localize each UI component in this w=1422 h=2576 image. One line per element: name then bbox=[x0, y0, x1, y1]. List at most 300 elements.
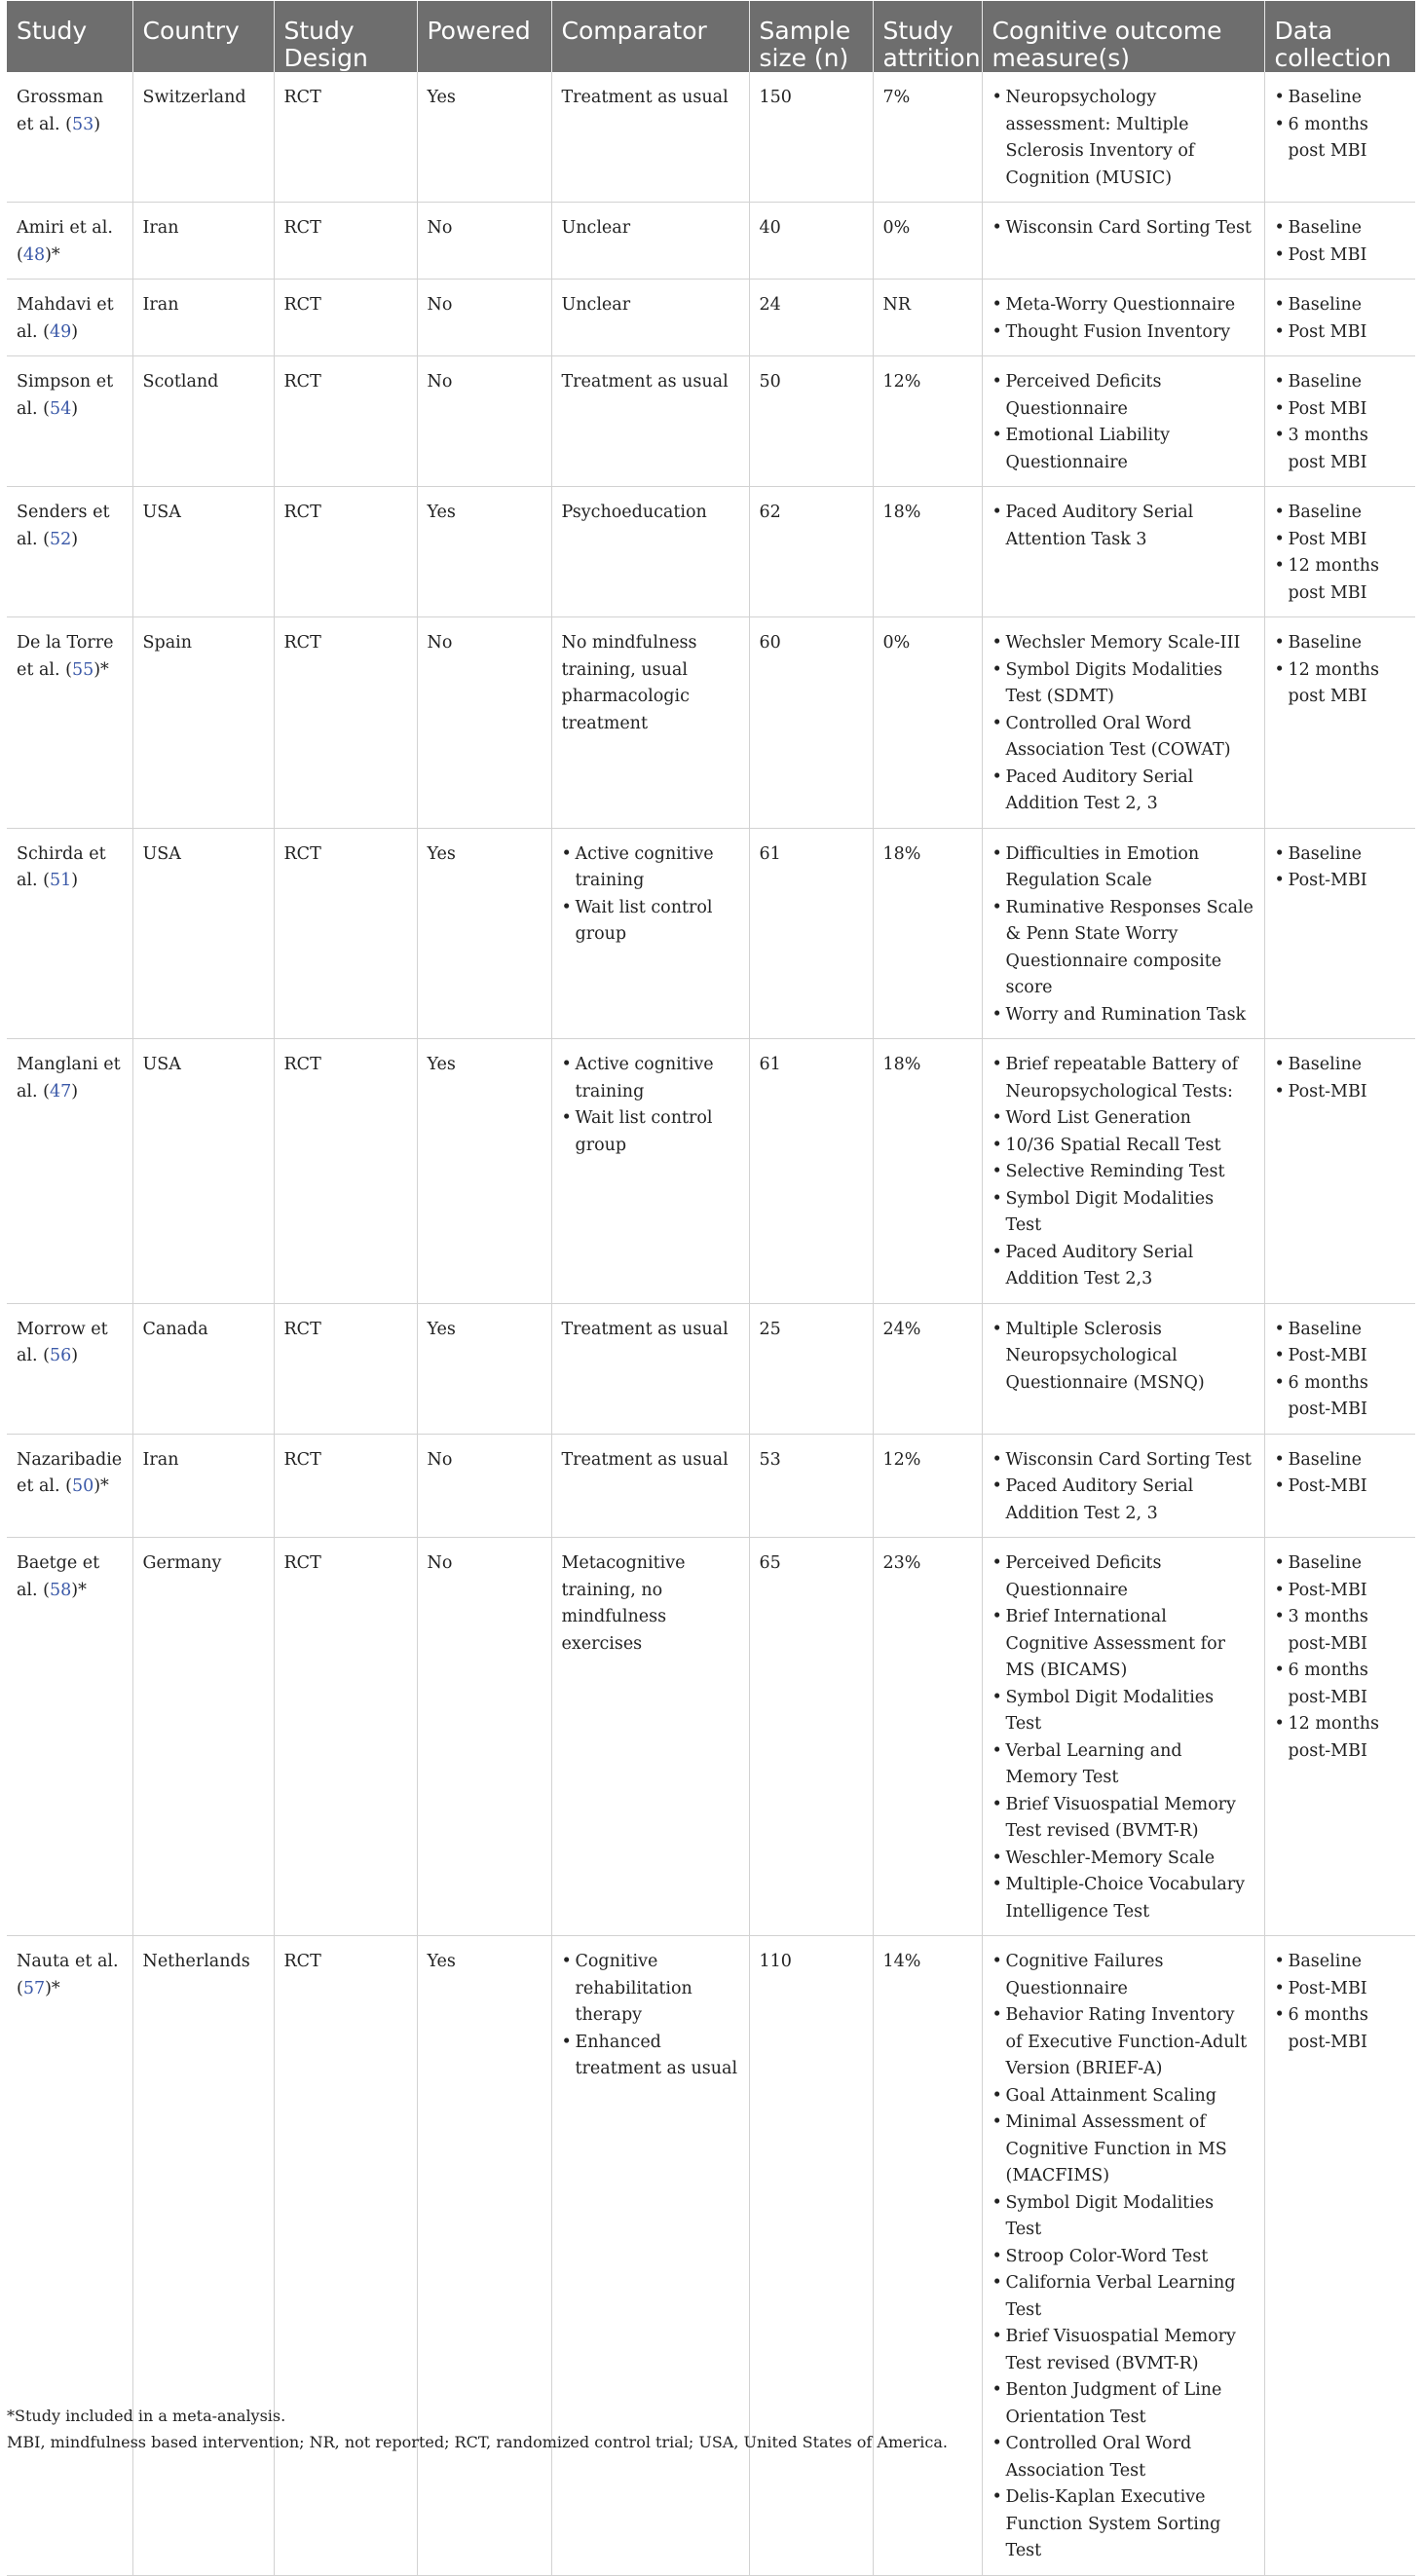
bullet-icon: • bbox=[1274, 114, 1285, 134]
bullet-icon: • bbox=[992, 843, 1002, 864]
bullet-icon: • bbox=[992, 2085, 1002, 2106]
bullet-icon: • bbox=[992, 1553, 1002, 1573]
data-collection-list bbox=[1275, 500, 1406, 607]
study-suffix: )* bbox=[71, 1580, 87, 1600]
attrition-cell: 18% bbox=[873, 1039, 982, 1304]
comparator-text: Psychoeducation bbox=[561, 503, 707, 522]
list-item bbox=[1275, 630, 1406, 657]
study-name: Simpson et al. ( bbox=[17, 372, 114, 419]
comparator-cell bbox=[551, 203, 749, 280]
list-item-text: Word List Generation bbox=[1005, 1108, 1191, 1128]
bullet-icon: • bbox=[992, 1135, 1002, 1155]
list-item bbox=[992, 2431, 1254, 2484]
data-collection-list bbox=[1275, 630, 1406, 711]
list-item-text: Baseline bbox=[1288, 1319, 1362, 1339]
bullet-icon: • bbox=[1274, 556, 1285, 576]
outcome-measures-list bbox=[992, 630, 1254, 818]
list-item bbox=[1275, 423, 1406, 476]
study-name: Amiri et al. ( bbox=[17, 218, 113, 265]
list-item-text: Enhanced treatment as usual bbox=[575, 2032, 738, 2078]
list-item-text: Paced Auditory Serial Addition Test 2,3 bbox=[1005, 1242, 1194, 1288]
list-item bbox=[992, 1685, 1254, 1738]
list-item bbox=[1275, 1976, 1406, 2003]
country-cell: Scotland bbox=[132, 356, 274, 487]
list-item bbox=[1275, 1052, 1406, 1079]
bullet-icon: • bbox=[992, 766, 1002, 787]
list-item bbox=[1275, 85, 1406, 112]
study-suffix: )* bbox=[94, 1476, 109, 1496]
attrition-cell: 7% bbox=[873, 72, 982, 203]
data-collection-cell bbox=[1264, 280, 1415, 356]
outcome-measures-list bbox=[992, 1949, 1254, 2565]
powered-cell: Yes bbox=[417, 1303, 551, 1434]
comparator-cell bbox=[551, 72, 749, 203]
list-item-text: Post MBI bbox=[1288, 244, 1367, 265]
header-comparator: Comparator bbox=[551, 1, 749, 72]
country-cell: Iran bbox=[132, 203, 274, 280]
list-item bbox=[1275, 243, 1406, 270]
bullet-icon: • bbox=[1274, 1607, 1285, 1626]
list-item-text: 6 months post MBI bbox=[1288, 114, 1368, 161]
sample-size-cell: 40 bbox=[749, 203, 873, 280]
data-collection-cell bbox=[1264, 356, 1415, 487]
study-cell bbox=[7, 1039, 132, 1304]
study-suffix: ) bbox=[71, 398, 79, 419]
header-study-design: Study Design bbox=[274, 1, 417, 72]
study-suffix: ) bbox=[71, 1346, 79, 1365]
sample-size-cell: 53 bbox=[749, 1434, 873, 1538]
outcome-measures-list bbox=[992, 500, 1254, 553]
list-item bbox=[992, 369, 1254, 423]
list-item-text: Controlled Oral Word Association Test (COWAT) bbox=[1005, 713, 1231, 760]
bullet-icon: • bbox=[1274, 871, 1285, 890]
reference-link: 52 bbox=[49, 529, 72, 549]
outcome-measures-cell bbox=[982, 203, 1264, 280]
reference-link: 50 bbox=[71, 1476, 94, 1496]
bullet-icon: • bbox=[992, 2327, 1002, 2346]
list-item-text: Controlled Oral Word Association Test bbox=[1005, 2434, 1192, 2481]
list-item-text: Wait list control group bbox=[575, 1108, 713, 1155]
study-name: Manglani et al. ( bbox=[17, 1055, 121, 1101]
study-design-cell: RCT bbox=[274, 1039, 417, 1304]
list-item-text: Brief International Cognitive Assessment for MS (BICAMS) bbox=[1005, 1607, 1226, 1680]
list-item bbox=[1275, 112, 1406, 166]
bullet-icon: • bbox=[992, 1952, 1002, 1971]
list-item-text: Baseline bbox=[1288, 372, 1362, 392]
powered-cell: No bbox=[417, 1538, 551, 1936]
outcome-measures-cell bbox=[982, 1936, 1264, 2576]
study-design-cell: RCT bbox=[274, 1936, 417, 2576]
comparator-cell bbox=[551, 617, 749, 829]
list-item-text: Baseline bbox=[1288, 1553, 1362, 1573]
header-cognitive-outcome: Cognitive outcome measure(s) bbox=[982, 1, 1264, 72]
list-item-text: Brief repeatable Battery of Neuropsychological Tests: bbox=[1005, 1055, 1239, 1101]
comparator-list bbox=[562, 1052, 739, 1159]
list-item-text: Brief Visuospatial Memory Test revised (BVMT-R) bbox=[1005, 2327, 1236, 2373]
list-item bbox=[1275, 1317, 1406, 1344]
table-row bbox=[7, 1303, 1415, 1434]
list-item bbox=[1275, 553, 1406, 607]
list-item bbox=[992, 1186, 1254, 1240]
list-item bbox=[1275, 319, 1406, 347]
list-item-text: Symbol Digit Modalities Test bbox=[1005, 1687, 1215, 1734]
list-item bbox=[992, 1949, 1254, 2002]
country-cell: Iran bbox=[132, 280, 274, 356]
sample-size-cell: 150 bbox=[749, 72, 873, 203]
outcome-measures-list bbox=[992, 1550, 1254, 1925]
bullet-icon: • bbox=[992, 2192, 1002, 2213]
list-item-text: Active cognitive training bbox=[575, 843, 714, 890]
comparator-text: No mindfulness training, usual pharmacologic treatment bbox=[561, 633, 697, 733]
list-item bbox=[992, 711, 1254, 765]
powered-cell: Yes bbox=[417, 1936, 551, 2576]
list-item-text: 10/36 Spatial Recall Test bbox=[1005, 1135, 1221, 1155]
list-item-text: Baseline bbox=[1288, 218, 1362, 238]
list-item bbox=[992, 1105, 1254, 1133]
powered-cell: Yes bbox=[417, 828, 551, 1039]
study-name: Senders et al. ( bbox=[17, 503, 110, 549]
comparator-cell bbox=[551, 356, 749, 487]
sample-size-cell: 61 bbox=[749, 1039, 873, 1304]
data-collection-cell bbox=[1264, 72, 1415, 203]
list-item-text: 12 months post-MBI bbox=[1288, 1714, 1380, 1761]
outcome-measures-cell bbox=[982, 487, 1264, 617]
study-design-cell: RCT bbox=[274, 1303, 417, 1434]
bullet-icon: • bbox=[1274, 321, 1285, 342]
bullet-icon: • bbox=[1274, 1476, 1285, 1496]
bullet-icon: • bbox=[1274, 1714, 1285, 1734]
list-item-text: 6 months post-MBI bbox=[1288, 1372, 1368, 1419]
bullet-icon: • bbox=[992, 1476, 1002, 1496]
data-collection-cell bbox=[1264, 1039, 1415, 1304]
country-cell: USA bbox=[132, 828, 274, 1039]
bullet-icon: • bbox=[1274, 1319, 1285, 1339]
list-item bbox=[1275, 292, 1406, 319]
reference-link: 51 bbox=[49, 871, 72, 890]
list-item-text: Delis-Kaplan Executive Function System Sorting Test bbox=[1005, 2487, 1221, 2560]
list-item bbox=[992, 2377, 1254, 2431]
attrition-cell: 24% bbox=[873, 1303, 982, 1434]
attrition-cell: NR bbox=[873, 280, 982, 356]
study-cell bbox=[7, 1538, 132, 1936]
study-cell bbox=[7, 617, 132, 829]
bullet-icon: • bbox=[992, 1004, 1002, 1025]
reference-link: 54 bbox=[49, 398, 72, 419]
header-row bbox=[7, 1, 1415, 72]
table-row bbox=[7, 1039, 1415, 1304]
list-item-text: Baseline bbox=[1288, 503, 1362, 522]
bullet-icon: • bbox=[1274, 1978, 1285, 1998]
list-item-text: Baseline bbox=[1288, 1055, 1362, 1074]
list-item-text: Meta-Worry Questionnaire bbox=[1005, 295, 1236, 315]
bullet-icon: • bbox=[992, 2005, 1002, 2025]
list-item-text: Active cognitive training bbox=[575, 1055, 714, 1101]
bullet-icon: • bbox=[992, 2434, 1002, 2453]
comparator-list bbox=[562, 841, 739, 949]
study-name: Schirda et al. ( bbox=[17, 843, 106, 890]
bullet-icon: • bbox=[992, 2273, 1002, 2293]
list-item bbox=[992, 765, 1254, 818]
list-item-text: 6 months post-MBI bbox=[1288, 2005, 1368, 2052]
study-design-cell: RCT bbox=[274, 487, 417, 617]
outcome-measures-cell bbox=[982, 1538, 1264, 1936]
comparator-text: Metacognitive training, no mindfulness exercises bbox=[561, 1553, 686, 1654]
bullet-icon: • bbox=[992, 633, 1002, 653]
study-design-cell: RCT bbox=[274, 356, 417, 487]
bullet-icon: • bbox=[1274, 503, 1285, 522]
attrition-cell: 18% bbox=[873, 487, 982, 617]
country-cell: Netherlands bbox=[132, 1936, 274, 2576]
list-item bbox=[562, 2030, 739, 2083]
list-item-text: Behavior Rating Inventory of Executive Function-Adult Version (BRIEF-A) bbox=[1005, 2005, 1248, 2078]
list-item-text: Stroop Color-Word Test bbox=[1005, 2246, 1209, 2266]
bullet-icon: • bbox=[1274, 88, 1285, 107]
attrition-cell: 14% bbox=[873, 1936, 982, 2576]
list-item bbox=[562, 895, 739, 949]
list-item-text: Multiple-Choice Vocabulary Intelligence Test bbox=[1005, 1875, 1246, 1922]
country-cell: Germany bbox=[132, 1538, 274, 1936]
list-item-text: Post-MBI bbox=[1288, 1978, 1367, 1998]
country-cell: USA bbox=[132, 487, 274, 617]
list-item-text: Emotional Liability Questionnaire bbox=[1005, 426, 1170, 472]
sample-size-cell: 61 bbox=[749, 828, 873, 1039]
bullet-icon: • bbox=[1274, 1372, 1285, 1393]
list-item-text: Post-MBI bbox=[1288, 1081, 1367, 1101]
reference-link: 47 bbox=[49, 1081, 72, 1101]
list-item bbox=[992, 1792, 1254, 1846]
list-item-text: Wisconsin Card Sorting Test bbox=[1005, 1449, 1252, 1470]
table-body bbox=[7, 72, 1415, 2575]
list-item-text: Benton Judgment of Line Orientation Test bbox=[1005, 2380, 1222, 2427]
list-item-text: 3 months post MBI bbox=[1288, 426, 1368, 472]
list-item-text: Perceived Deficits Questionnaire bbox=[1005, 1553, 1162, 1600]
bullet-icon: • bbox=[992, 1108, 1002, 1128]
comparator-cell bbox=[551, 1936, 749, 2576]
bullet-icon: • bbox=[561, 897, 572, 917]
outcome-measures-cell bbox=[982, 280, 1264, 356]
table-row bbox=[7, 487, 1415, 617]
powered-cell: Yes bbox=[417, 72, 551, 203]
table-row bbox=[7, 828, 1415, 1039]
country-cell: Canada bbox=[132, 1303, 274, 1434]
list-item bbox=[992, 2109, 1254, 2190]
powered-cell: Yes bbox=[417, 1039, 551, 1304]
list-item bbox=[992, 1133, 1254, 1160]
list-item-text: Baseline bbox=[1288, 295, 1362, 315]
list-item bbox=[992, 1872, 1254, 1925]
study-design-cell: RCT bbox=[274, 203, 417, 280]
study-cell bbox=[7, 1303, 132, 1434]
table-row bbox=[7, 1434, 1415, 1538]
list-item bbox=[992, 423, 1254, 476]
header-study-attrition: Study attrition bbox=[873, 1, 982, 72]
sample-size-cell: 24 bbox=[749, 280, 873, 356]
table-row bbox=[7, 280, 1415, 356]
data-collection-list bbox=[1275, 1949, 1406, 2056]
footnote-meta-analysis: *Study included in a meta-analysis. bbox=[7, 2407, 286, 2425]
list-item bbox=[992, 1550, 1254, 1604]
list-item bbox=[1275, 2002, 1406, 2056]
comparator-text: Unclear bbox=[561, 218, 631, 238]
list-item bbox=[1275, 1447, 1406, 1475]
bullet-icon: • bbox=[992, 1740, 1002, 1761]
list-item-text: Multiple Sclerosis Neuropsychological Questionnaire (MSNQ) bbox=[1005, 1319, 1205, 1393]
sample-size-cell: 25 bbox=[749, 1303, 873, 1434]
list-item bbox=[992, 2083, 1254, 2110]
list-item-text: Minimal Assessment of Cognitive Function in MS (MACFIMS) bbox=[1005, 2112, 1227, 2185]
list-item bbox=[1275, 1370, 1406, 1424]
list-item bbox=[1275, 1949, 1406, 1976]
bullet-icon: • bbox=[1274, 1081, 1285, 1101]
list-item bbox=[1275, 868, 1406, 895]
list-item bbox=[1275, 1079, 1406, 1106]
bullet-icon: • bbox=[992, 2487, 1002, 2507]
header-country: Country bbox=[132, 1, 274, 72]
data-collection-list bbox=[1275, 369, 1406, 476]
study-suffix: )* bbox=[94, 659, 109, 680]
comparator-text: Treatment as usual bbox=[561, 88, 729, 107]
list-item-text: Symbol Digits Modalities Test (SDMT) bbox=[1005, 659, 1223, 706]
reference-link: 55 bbox=[71, 659, 94, 680]
study-cell bbox=[7, 487, 132, 617]
bullet-icon: • bbox=[1274, 1055, 1285, 1074]
bullet-icon: • bbox=[1274, 843, 1285, 864]
bullet-icon: • bbox=[1274, 244, 1285, 265]
table-footnotes bbox=[7, 2403, 948, 2455]
attrition-cell: 0% bbox=[873, 203, 982, 280]
list-item-text: Neuropsychology assessment: Multiple Sclerosis Inventory of Cognition (MUSIC) bbox=[1005, 88, 1195, 188]
study-design-cell: RCT bbox=[274, 828, 417, 1039]
attrition-cell: 23% bbox=[873, 1538, 982, 1936]
list-item-text: Post-MBI bbox=[1288, 1580, 1367, 1600]
data-collection-list bbox=[1275, 292, 1406, 346]
list-item-text: Post-MBI bbox=[1288, 1476, 1367, 1496]
comparator-cell bbox=[551, 828, 749, 1039]
bullet-icon: • bbox=[992, 2380, 1002, 2400]
data-collection-list bbox=[1275, 1052, 1406, 1105]
list-item-text: Symbol Digit Modalities Test bbox=[1005, 2192, 1215, 2239]
list-item bbox=[1275, 1474, 1406, 1501]
bullet-icon: • bbox=[992, 218, 1002, 238]
bullet-icon: • bbox=[1274, 1580, 1285, 1600]
list-item bbox=[992, 1052, 1254, 1105]
list-item bbox=[992, 2002, 1254, 2083]
study-suffix: ) bbox=[71, 1081, 79, 1101]
bullet-icon: • bbox=[992, 1319, 1002, 1339]
study-name: Morrow et al. ( bbox=[17, 1319, 108, 1365]
bullet-icon: • bbox=[1274, 218, 1285, 238]
list-item bbox=[992, 215, 1254, 243]
list-item bbox=[1275, 1578, 1406, 1605]
list-item-text: Perceived Deficits Questionnaire bbox=[1005, 372, 1162, 419]
list-item-text: Baseline bbox=[1288, 843, 1362, 864]
data-collection-list bbox=[1275, 1447, 1406, 1501]
outcome-measures-cell bbox=[982, 617, 1264, 829]
bullet-icon: • bbox=[992, 2112, 1002, 2132]
list-item bbox=[562, 1949, 739, 2030]
bullet-icon: • bbox=[561, 2032, 572, 2052]
comparator-cell bbox=[551, 1538, 749, 1936]
study-design-cell: RCT bbox=[274, 1434, 417, 1538]
outcome-measures-list bbox=[992, 1052, 1254, 1293]
country-cell: Iran bbox=[132, 1434, 274, 1538]
bullet-icon: • bbox=[992, 1188, 1002, 1209]
study-cell bbox=[7, 72, 132, 203]
bullet-icon: • bbox=[1274, 1346, 1285, 1365]
list-item bbox=[992, 292, 1254, 319]
data-collection-cell bbox=[1264, 617, 1415, 829]
list-item bbox=[992, 1159, 1254, 1186]
list-item bbox=[562, 841, 739, 895]
study-name: Mahdavi et al. ( bbox=[17, 295, 114, 342]
sample-size-cell: 110 bbox=[749, 1936, 873, 2576]
powered-cell: No bbox=[417, 203, 551, 280]
table-row bbox=[7, 1538, 1415, 1936]
study-cell bbox=[7, 356, 132, 487]
attrition-cell: 12% bbox=[873, 1434, 982, 1538]
list-item bbox=[1275, 657, 1406, 711]
list-item bbox=[1275, 500, 1406, 527]
header-powered: Powered bbox=[417, 1, 551, 72]
bullet-icon: • bbox=[992, 295, 1002, 315]
list-item bbox=[992, 1240, 1254, 1293]
list-item bbox=[992, 630, 1254, 657]
comparator-cell bbox=[551, 487, 749, 617]
table-row bbox=[7, 72, 1415, 203]
footnote-abbreviations: MBI, mindfulness based intervention; NR, not reported; RCT, randomized control trial; USA, United States of America. bbox=[7, 2433, 948, 2451]
country-cell: Switzerland bbox=[132, 72, 274, 203]
data-collection-list bbox=[1275, 85, 1406, 166]
outcome-measures-cell bbox=[982, 1039, 1264, 1304]
study-suffix: )* bbox=[45, 244, 60, 265]
data-collection-cell bbox=[1264, 828, 1415, 1039]
list-item-text: California Verbal Learning Test bbox=[1005, 2273, 1236, 2320]
reference-link: 58 bbox=[49, 1580, 72, 1600]
list-item bbox=[1275, 215, 1406, 243]
list-item-text: Post-MBI bbox=[1288, 1346, 1367, 1365]
study-design-cell: RCT bbox=[274, 1538, 417, 1936]
comparator-list bbox=[562, 1949, 739, 2083]
outcome-measures-list bbox=[992, 841, 1254, 1029]
list-item bbox=[1275, 396, 1406, 424]
reference-link: 48 bbox=[22, 244, 46, 265]
sample-size-cell: 62 bbox=[749, 487, 873, 617]
study-name: Baetge et al. ( bbox=[17, 1553, 100, 1600]
study-cell bbox=[7, 1434, 132, 1538]
table-row bbox=[7, 203, 1415, 280]
list-item-text: Verbal Learning and Memory Test bbox=[1005, 1740, 1182, 1787]
bullet-icon: • bbox=[1274, 2005, 1285, 2025]
bullet-icon: • bbox=[992, 1242, 1002, 1262]
bullet-icon: • bbox=[1274, 633, 1285, 653]
header-sample-size: Sample size (n) bbox=[749, 1, 873, 72]
study-design-cell: RCT bbox=[274, 617, 417, 829]
list-item-text: Ruminative Responses Scale & Penn State Worry Questionnaire composite score bbox=[1005, 897, 1254, 997]
bullet-icon: • bbox=[992, 1055, 1002, 1074]
reference-link: 56 bbox=[49, 1346, 72, 1365]
comparator-text: Treatment as usual bbox=[561, 1319, 729, 1339]
outcome-measures-list bbox=[992, 292, 1254, 346]
bullet-icon: • bbox=[992, 897, 1002, 917]
study-name: Grossman et al. ( bbox=[17, 88, 104, 134]
list-item bbox=[1275, 1604, 1406, 1658]
bullet-icon: • bbox=[561, 1952, 572, 1971]
list-item bbox=[562, 1105, 739, 1159]
data-collection-cell bbox=[1264, 1303, 1415, 1434]
bullet-icon: • bbox=[992, 1162, 1002, 1181]
powered-cell: No bbox=[417, 356, 551, 487]
comparator-text: Unclear bbox=[561, 295, 631, 315]
